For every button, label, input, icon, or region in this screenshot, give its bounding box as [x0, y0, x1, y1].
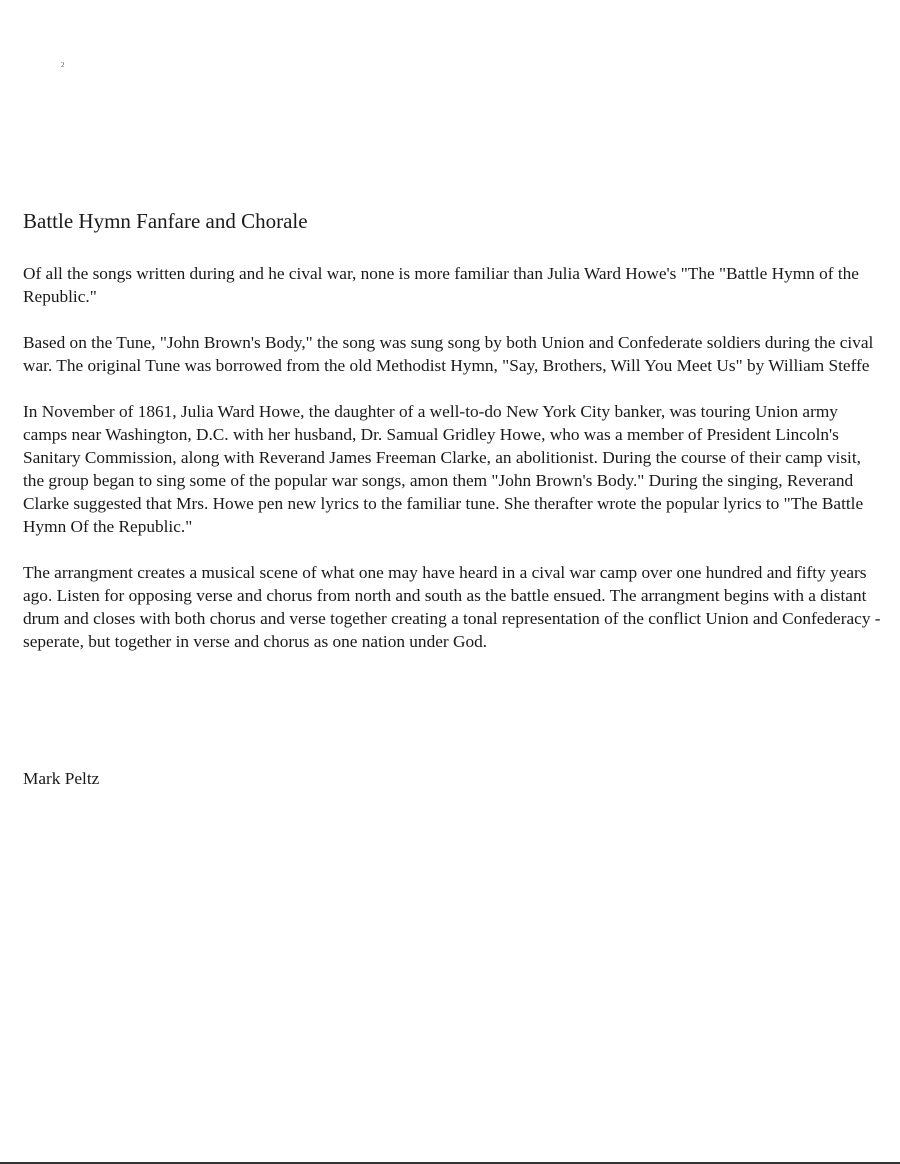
page-number: 2	[61, 61, 65, 69]
document-title: Battle Hymn Fanfare and Chorale	[23, 209, 308, 233]
paragraph-history: In November of 1861, Julia Ward Howe, the daughter of a well-to-do New York City banker, was touring Union army camps near Washington, D.C. with her husband, Dr. Samual Gridley Howe, who was a member of President Lincoln's Sanitary Commission, along with Reverand James Freeman Clarke, an abolitionist. During the course of their camp visit, the group began to sing some of the popular war songs, amon them "John Brown's Body." During the singing, Reverand Clarke suggested that Mrs. Howe pen new lyrics to the familiar tune. She therafter wrote the popular lyrics to "The Battle Hymn Of the Republic."	[23, 402, 864, 536]
body-text	[23, 262, 883, 676]
author-signature: Mark Peltz	[23, 769, 100, 788]
paragraph-arrangement: The arrangment creates a musical scene of what one may have heard in a cival war camp over one hundred and fifty years ago. Listen for opposing verse and chorus from north and south as the battle ensued. The arrangment begins with a distant drum and closes with both chorus and verse together creating a tonal representation of the conflict Union and Confederacy - seperate, but together in verse and chorus as one nation under God.	[23, 563, 881, 651]
paragraph-intro: Of all the songs written during and he cival war, none is more familiar than Julia Ward Howe's "The "Battle Hymn of the Republic."	[23, 264, 859, 306]
paragraph-tune-origin: Based on the Tune, "John Brown's Body," the song was sung song by both Union and Confederate soldiers during the cival war. The original Tune was borrowed from the old Methodist Hymn, "Say, Brothers, Will You Meet Us" by William Steffe	[23, 333, 874, 375]
